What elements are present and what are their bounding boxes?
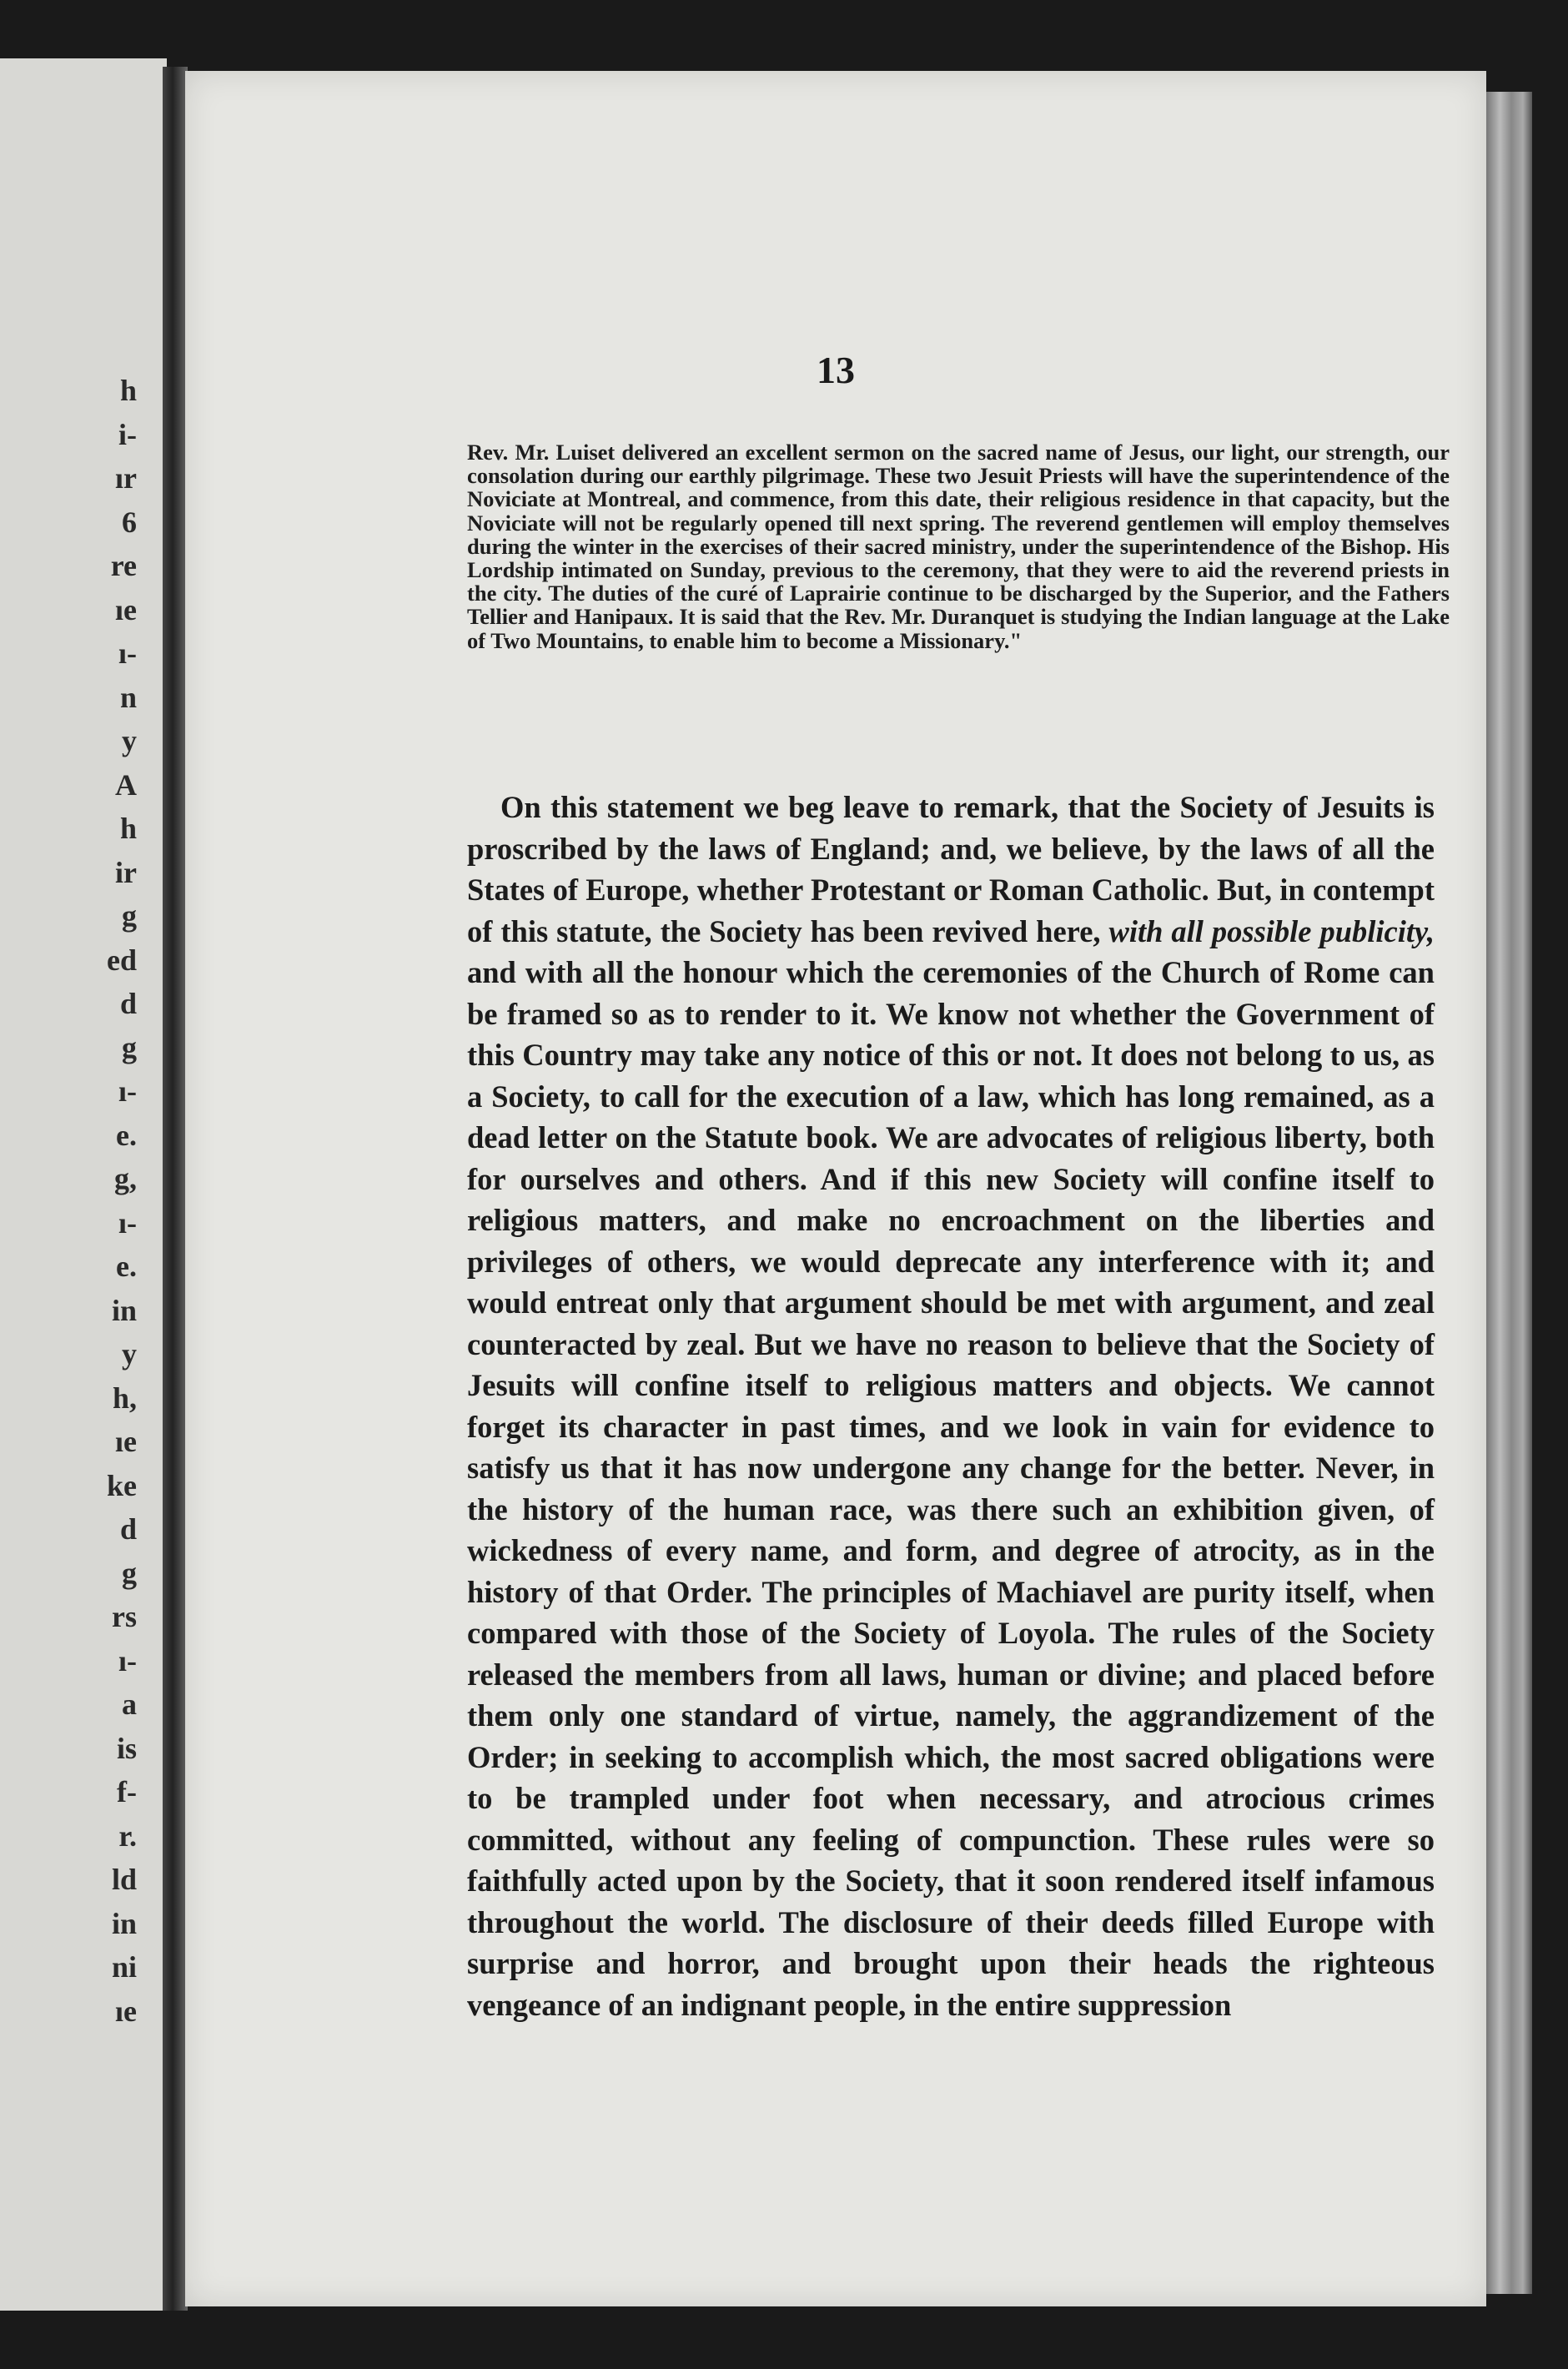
left-page-fragment: y (122, 1337, 137, 1371)
left-page-fragment: ni (111, 1950, 137, 1984)
body-text-part-1: On this statement we beg leave to remark, that the Society of Jesuits is proscribed by the laws of England; and, we believe, by the laws of all the States of Europe, whether Protestant or Roman Catholic. But, in contempt of this statute, the Society has been revived here, (467, 790, 1435, 948)
left-page-fragment: ed (107, 943, 137, 977)
left-page-fragment: ıe (115, 1994, 137, 2028)
left-page-fragment: a (122, 1687, 137, 1721)
left-page-fragment: e. (116, 1118, 137, 1152)
left-page-fragment: g (122, 1030, 137, 1064)
left-page-fragment: ı- (118, 1074, 137, 1108)
left-page-fragment: g (122, 899, 137, 933)
left-page-fragment: ıe (115, 592, 137, 626)
left-page-fragment: in (111, 1906, 137, 1940)
left-page-fragment: h (119, 374, 137, 407)
left-page-fragment: d (119, 987, 137, 1020)
left-page-fragment: ı- (118, 1643, 137, 1677)
left-page-fragment: y (122, 724, 137, 757)
left-page-fragment: h (119, 812, 137, 845)
quoted-passage: Rev. Mr. Luiset delivered an excellent sermon on the sacred name of Jesus, our light, our strength, our consolation during our earthly pilgrimage. These two Jesuit Priests will have the superintendence of the Noviciate at Montreal, and commence, from this date, their religious residence in that capacity, but the Noviciate will not be regularly opened till next spring. The reverend gentlemen will employ themselves during the winter in the exercises of their sacred ministry, under the superintendence of the Bishop. His Lordship intimated on Sunday, previous to the ceremony, that they were to aid the reverend priests in the city. The duties of the curé of Laprairie continue to be discharged by the Superior, and the Fathers Tellier and Hanipaux. It is said that the Rev. Mr. Duranquet is studying the Indian language at the Lake of Two Mountains, to enable him to become a Missionary." (467, 440, 1450, 653)
book-gutter (163, 67, 188, 2311)
book-page (185, 71, 1486, 2306)
left-page-fragment: rs (112, 1600, 137, 1633)
left-page-fragment: r. (118, 1818, 137, 1853)
left-page-fragment: f- (117, 1775, 137, 1808)
left-page-fragment: g, (114, 1162, 137, 1195)
left-page-fragment: h, (112, 1381, 137, 1415)
left-page-fragment: A (115, 767, 137, 802)
left-page-fragment: ır (115, 461, 137, 495)
left-page-fragment: ı- (118, 1205, 137, 1240)
left-page-fragment: d (119, 1512, 137, 1546)
page-stack-edge (1486, 92, 1532, 2294)
page-number: 13 (817, 349, 855, 391)
left-page-fragment: n (119, 680, 137, 714)
left-page-fragment: 6 (122, 505, 137, 539)
left-page-fragment: re (110, 549, 137, 582)
body-paragraph (467, 787, 1435, 2025)
left-page-fragment: in (111, 1293, 137, 1327)
left-page-edge (0, 58, 167, 2311)
left-page-fragment: ı- (118, 636, 137, 670)
left-page-fragment: ıe (115, 1425, 137, 1458)
left-page-fragment: ke (107, 1468, 137, 1502)
left-page-fragment: ir (115, 855, 137, 889)
left-page-fragment: e. (116, 1250, 137, 1283)
left-page-fragment: is (116, 1731, 137, 1765)
body-text-part-2: and with all the honour which the ceremonies of the Church of Rome can be framed so as to render to it. We know not whether the Government of this Country may take any notice of this or not. It does not belong to us, as a Society, to call for the execution of a law, which has long remained, as a dead letter on the Statute book. We are advocates of religious liberty, both for ourselves and others. And if this new Society will confine itself to religious matters, and make no encroachment on the liberties and privileges of others, we would deprecate any interference with it; and would entreat only that argument should be met with argument, and zeal counteracted by zeal. But we have no reason to believe that the Society of Jesuits will confine itself to religious matters and objects. We cannot forget its character in past times, and we look in vain for evidence to satisfy us that it has now undergone any change for the better. Never, in the history of the human race, was there such an exhibition given, of wickedness of every name, and form, and degree of atrocity, as in the history of that Order. The principles of Machiavel are purity itself, when compared with those of the Society of Loyola. The rules of the Society released the members from all laws, human or divine; and placed before them only one standard of virtue, namely, the aggrandizement of the Order; in seeking to accomplish which, the most sacred obligations were to be trampled under foot when necessary, and atrocious crimes committed, without any feeling of compunction. These rules were so faithfully acted upon by the Society, that it soon rendered itself infamous throughout the world. The disclosure of their deeds filled Europe with surprise and horror, and brought upon their heads the righteous vengeance of an indignant people, in the entire suppression (467, 955, 1435, 2022)
left-page-fragment: ld (111, 1863, 137, 1896)
body-italic-phrase: with all possible publicity, (1108, 913, 1435, 948)
left-page-fragment: i- (118, 417, 137, 451)
left-page-fragment: g (122, 1556, 137, 1590)
